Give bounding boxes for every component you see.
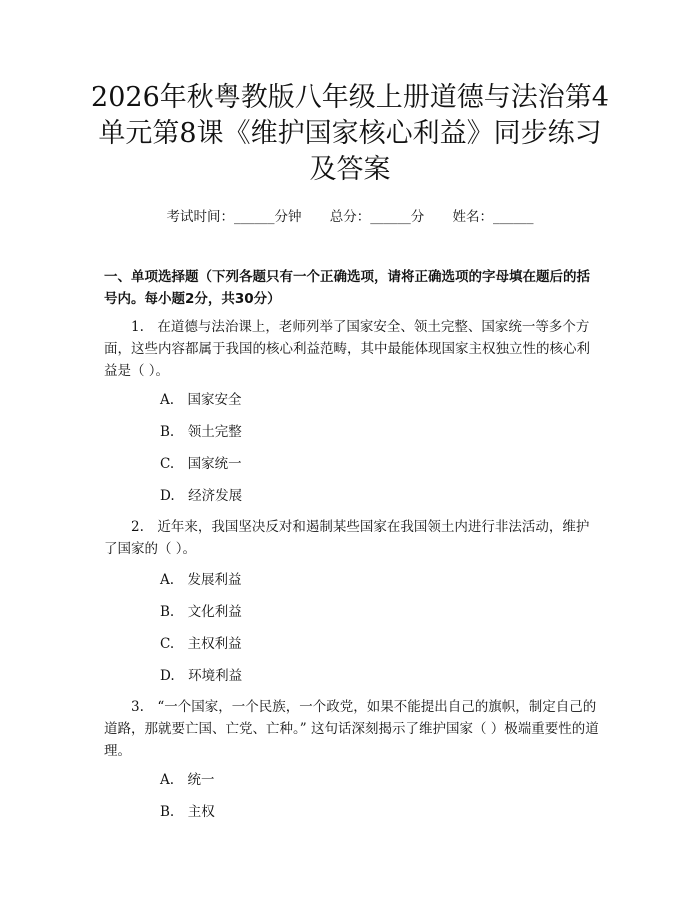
question-2-stem: 2. 近年来，我国坚决反对和遏制某些国家在我国领土内进行非法活动，维护了国家的（ ）。 (104, 519, 590, 557)
question-1-option-c: C. 国家统一 (160, 456, 242, 472)
question-2-option-b: B. 文化利益 (160, 604, 242, 620)
section-title: 一、单项选择题（下列各题只有一个正确选项，请将正确选项的字母填在题后的括号内。每小题2分，共30分） (104, 269, 590, 307)
title-line-3: 及答案 (309, 154, 391, 185)
document-title (90, 80, 610, 188)
question-1-stem: 1. 在道德与法治课上，老师列举了国家安全、领土完整、国家统一等多个方面，这些内容都属于我国的核心利益范畴，其中最能体现国家主权独立性的核心利益是（ ）。 (104, 319, 590, 379)
question-1-option-a: A. 国家安全 (160, 392, 242, 408)
title-line-2: 单元第8课《维护国家核心利益》同步练习 (98, 118, 602, 149)
title-line-1: 2026年秋粤教版八年级上册道德与法治第4 (91, 82, 609, 113)
question-2-option-c: C. 主权利益 (160, 636, 242, 652)
exam-meta (0, 205, 700, 225)
question-1-option-d: D. 经济发展 (160, 488, 243, 504)
question-3-option-a: A. 统一 (160, 772, 215, 788)
question-2-option-d: D. 环境利益 (160, 668, 243, 684)
question-3-option-b: B. 主权 (160, 804, 215, 820)
question-2-option-a: A. 发展利益 (160, 572, 242, 588)
question-1-option-b: B. 领土完整 (160, 424, 242, 440)
exam-score: 总分：______分 (329, 209, 425, 225)
question-3-stem: 3. “一个国家，一个民族，一个政党，如果不能提出自己的旗帜，制定自己的道路，那就要亡国、亡党、亡种。” 这句话深刻揭示了维护国家（ ）极端重要性的道理。 (104, 699, 599, 759)
exam-time: 考试时间：______分钟 (166, 209, 302, 225)
student-name: 姓名：______ (452, 209, 534, 225)
